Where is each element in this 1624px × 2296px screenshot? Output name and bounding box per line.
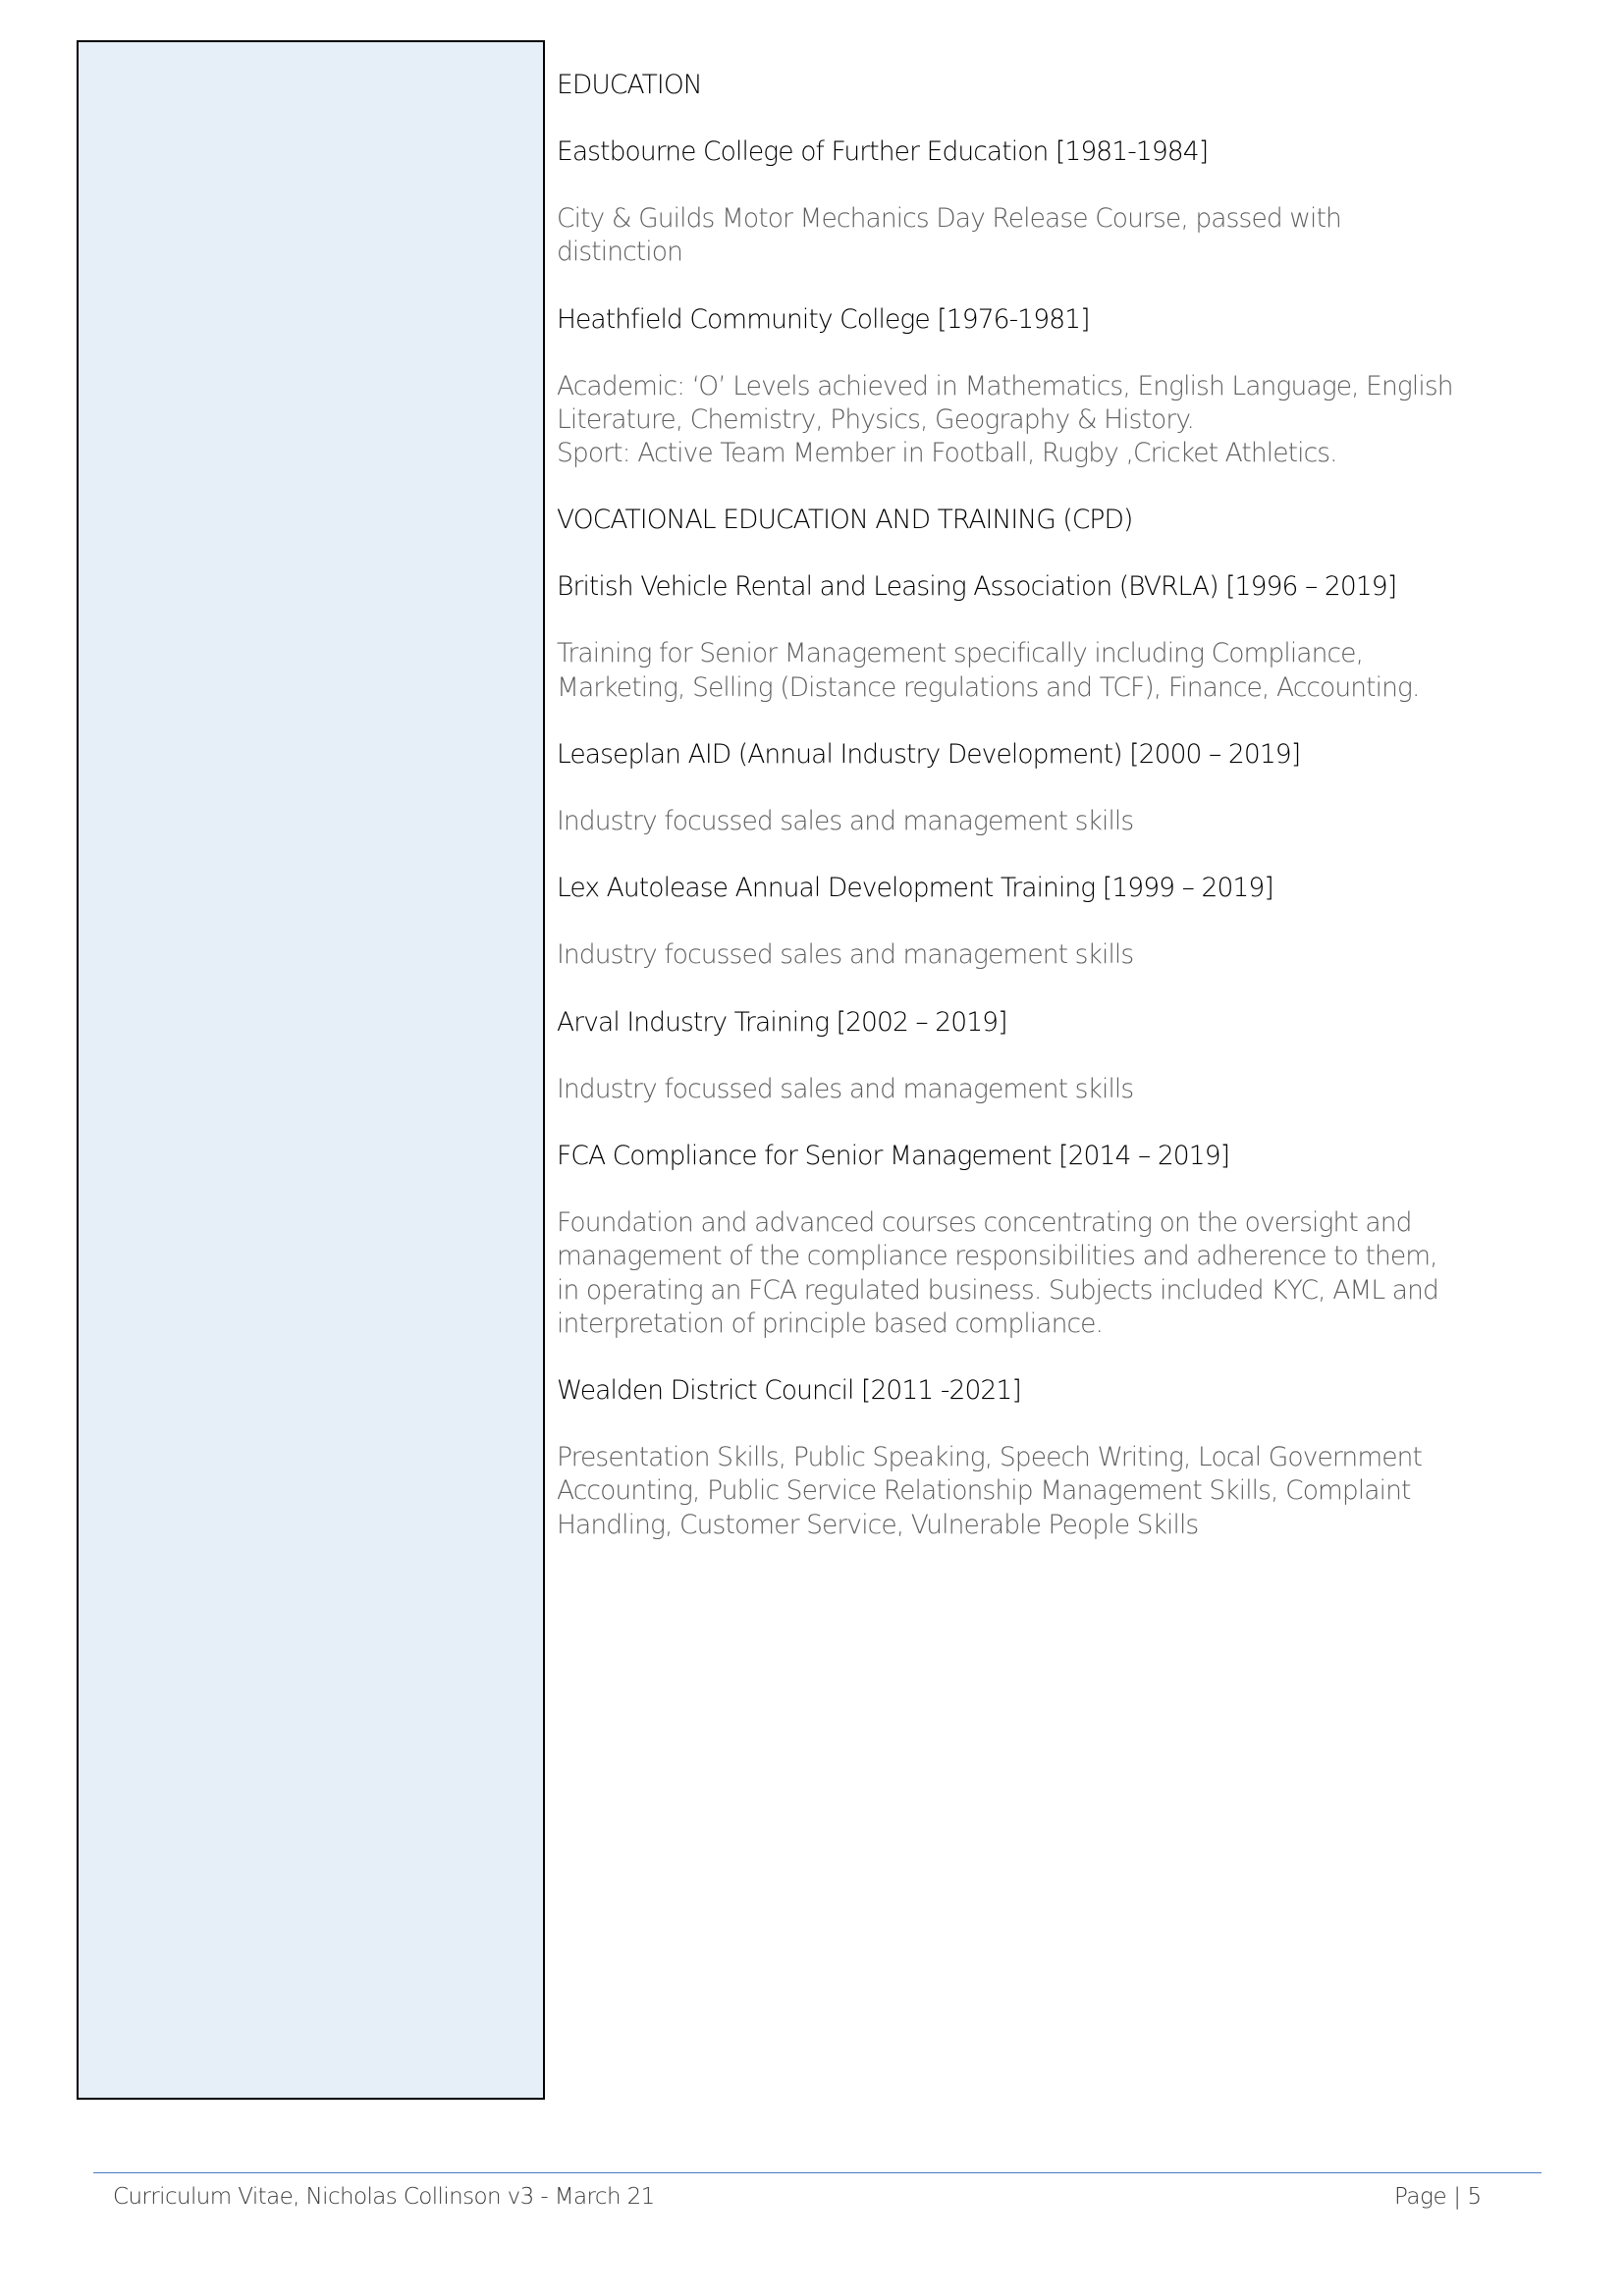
section-heading-vocational: VOCATIONAL EDUCATION AND TRAINING (CPD) <box>557 505 1133 536</box>
entry-title: FCA Compliance for Senior Management [2014 – 2019] <box>557 1140 1230 1171</box>
entry-description <box>557 1073 1558 1106</box>
training-entry <box>557 1140 1558 1341</box>
entry-title: Wealden District Council [2011 -2021] <box>557 1375 1021 1407</box>
entry-description <box>557 938 1558 972</box>
entry-description <box>557 1441 1558 1542</box>
entry-title: British Vehicle Rental and Leasing Association (BVRLA) [1996 – 2019] <box>557 571 1397 603</box>
entry-description-line: Foundation and advanced courses concentrating on the oversight and <box>557 1206 1412 1238</box>
training-entry <box>557 1006 1558 1106</box>
section-heading-education: EDUCATION <box>557 70 702 100</box>
entry-description <box>557 202 1558 270</box>
entry-description-line: Handling, Customer Service, Vulnerable People Skills <box>557 1509 1199 1540</box>
entry-description-line: Marketing, Selling (Distance regulations and TCF), Finance, Accounting. <box>557 671 1420 703</box>
entry-title: Arval Industry Training [2002 – 2019] <box>557 1006 1007 1038</box>
entry-description <box>557 370 1558 471</box>
training-entry <box>557 872 1558 972</box>
footer-page-number: Page | 5 <box>1394 2184 1482 2210</box>
entry-description-line: Industry focussed sales and management skills <box>557 806 1134 837</box>
entry-description-line: Sport: Active Team Member in Football, Rugby ,Cricket Athletics. <box>557 438 1337 469</box>
entry-title: Eastbourne College of Further Education [1981-1984] <box>557 136 1209 167</box>
entry-title: Heathfield Community College [1976-1981] <box>557 303 1090 335</box>
cv-content <box>557 69 1558 1575</box>
entry-description-line: in operating an FCA regulated business. Subjects included KYC, AML and <box>557 1274 1438 1306</box>
footer-document-label: Curriculum Vitae, Nicholas Collinson v3 - March 21 <box>113 2184 655 2210</box>
entry-description-line: City & Guilds Motor Mechanics Day Release Course, passed with <box>557 203 1341 234</box>
training-entry <box>557 1374 1558 1542</box>
education-entry <box>557 135 1558 270</box>
entry-description-line: Academic: ‘O’ Levels achieved in Mathematics, English Language, English <box>557 370 1453 401</box>
entry-description-line: interpretation of principle based compliance. <box>557 1308 1104 1339</box>
training-entry <box>557 570 1558 705</box>
entry-description-line: Accounting, Public Service Relationship Management Skills, Complaint <box>557 1475 1411 1507</box>
entry-description-line: distinction <box>557 237 682 268</box>
footer-divider <box>93 2172 1542 2173</box>
entry-description-line: Industry focussed sales and management skills <box>557 939 1134 971</box>
entry-description-line: management of the compliance responsibilities and adherence to them, <box>557 1241 1437 1272</box>
entry-description <box>557 805 1558 838</box>
entry-description-line: Literature, Chemistry, Physics, Geography & History. <box>557 403 1194 435</box>
entry-description-line: Presentation Skills, Public Speaking, Speech Writing, Local Government <box>557 1442 1423 1473</box>
entry-description <box>557 637 1558 705</box>
training-entry <box>557 738 1558 838</box>
education-entry <box>557 303 1558 471</box>
entry-title: Lex Autolease Annual Development Training [1999 – 2019] <box>557 873 1273 904</box>
entry-description-line: Industry focussed sales and management skills <box>557 1073 1134 1104</box>
entry-description-line: Training for Senior Management specifically including Compliance, <box>557 638 1364 669</box>
entry-title: Leaseplan AID (Annual Industry Development) [2000 – 2019] <box>557 739 1301 771</box>
entry-description <box>557 1206 1558 1341</box>
sidebar-panel <box>77 40 545 2100</box>
